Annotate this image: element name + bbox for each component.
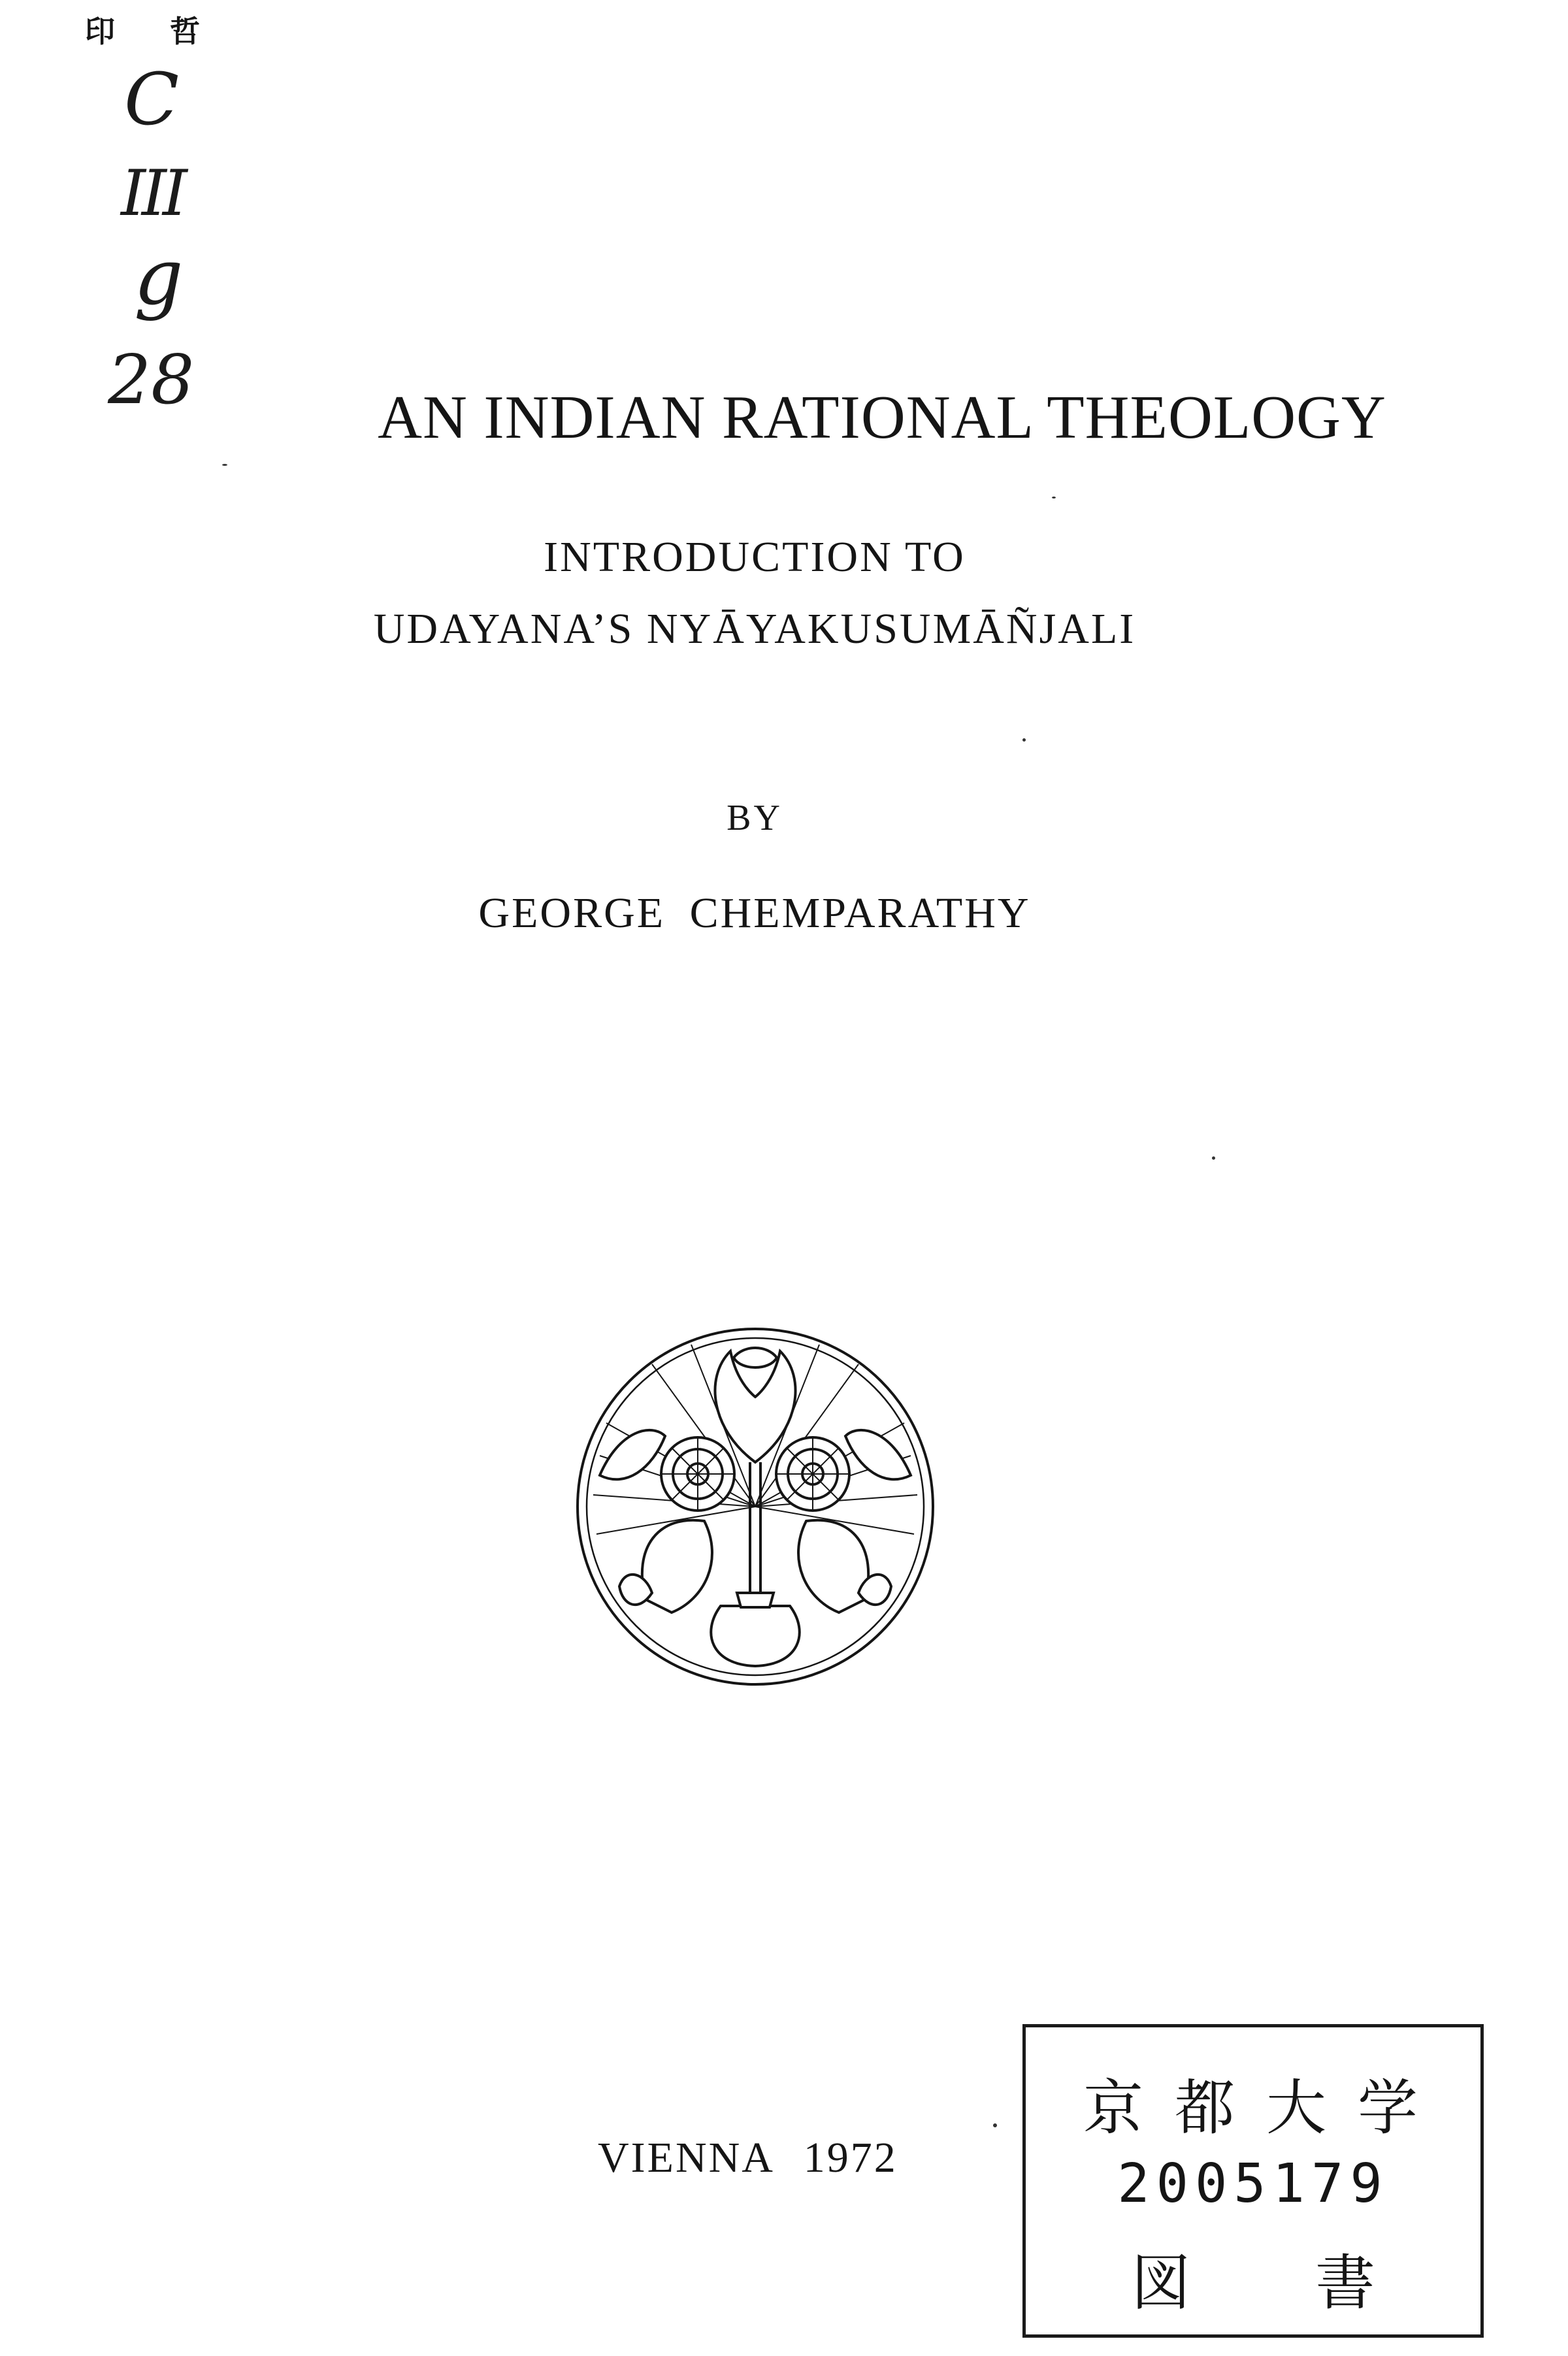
book-title-text: AN INDIAN RATIONAL THEOLOGY — [378, 384, 1386, 451]
call-mark-line-4: 28 — [108, 340, 195, 419]
call-mark-line-2: III — [121, 157, 184, 230]
scan-speck — [1212, 1156, 1215, 1160]
call-mark-line-1: C — [124, 57, 180, 141]
scan-speck — [1022, 738, 1026, 742]
library-stamp-department — [1026, 2235, 1480, 2321]
scan-speck — [993, 2123, 997, 2127]
subtitle-line-2: UDAYANA’S NYĀYAKUSUMĀÑJALI — [373, 605, 1136, 653]
library-stamp-number: 2005179 — [1117, 2153, 1389, 2215]
library-stamp — [1022, 2024, 1484, 2338]
library-stamp-dept-left: 図 — [1130, 2248, 1191, 2318]
book-title — [0, 382, 1509, 453]
library-stamp-name: 京都大学 — [1083, 2073, 1449, 2143]
author-name: GEORGE CHEMPARATHY — [478, 889, 1031, 937]
call-mark-stamp-chars: 印 哲 — [85, 14, 223, 49]
scan-speck — [1052, 497, 1056, 499]
lotus-vase-emblem-icon — [574, 1325, 937, 1688]
call-mark-line-3: g — [134, 232, 184, 322]
library-stamp-dept-right: 書 — [1315, 2248, 1376, 2318]
imprint-place-year: VIENNA 1972 — [598, 2134, 898, 2182]
byline-by: BY — [727, 798, 783, 838]
subtitle-line-1: INTRODUCTION TO — [544, 533, 966, 581]
scan-speck — [222, 464, 227, 466]
